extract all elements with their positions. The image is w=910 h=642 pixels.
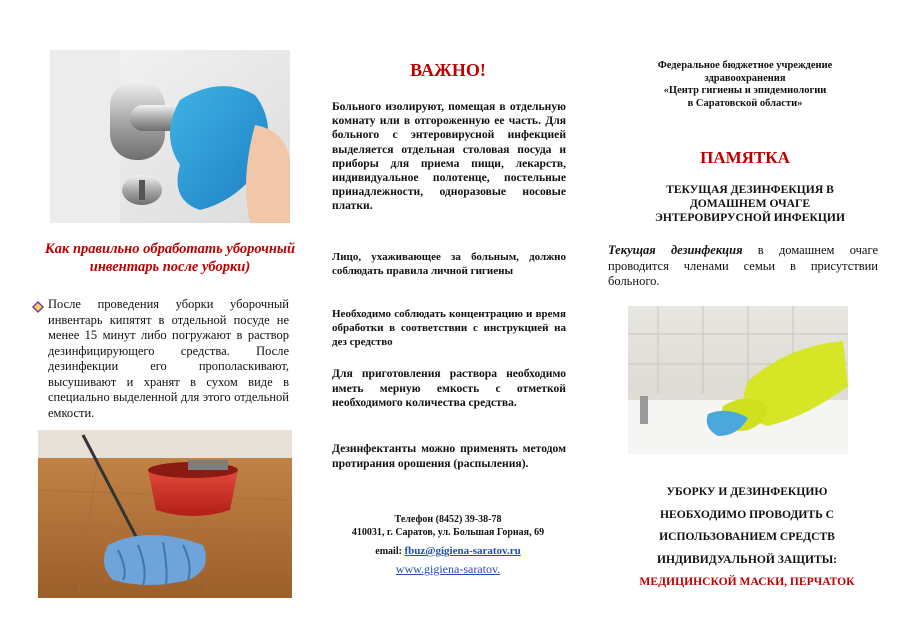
door-handle-cleaning-photo — [50, 50, 290, 223]
email-label: email: — [375, 546, 402, 557]
intro-text — [608, 243, 878, 290]
middle-paragraph-1: Больного изолируют, помещая в отдельную комнату или в отгороженную ее часть. Для больного с энтеровирусной инфекцией выделяется отдельная столовая посуда и приборы для приема пищи, лекарств, индивидуальное полотенце, постельные принадлежности, одноразовые носовые платки. — [332, 100, 566, 213]
middle-paragraph-3: Необходимо соблюдать концентрацию и время обработки в соответствии с инструкцией на дез средство — [332, 308, 566, 348]
bullet-icon — [32, 300, 44, 312]
website-link[interactable]: www.gigiena-saratov. — [395, 562, 501, 576]
left-bullet-text: После проведения уборки уборочный инвентарь кипятят в отдельной посуде не менее 15 минут либо погружают в раствор дезинфицирующего средства. После дезинфекции его прополаскивают, высушивают и хранят в сухом виде в специально выделенной для этого отдельной емкости. — [48, 297, 289, 420]
org-line-2: здравоохранения — [704, 72, 786, 84]
bathtub-cleaning-photo — [628, 306, 848, 454]
subtitle-line-3: ЭНТЕРОВИРУСНОЙ ИНФЕКЦИИ — [655, 211, 845, 224]
intro-term: Текущая дезинфекция — [608, 243, 743, 257]
middle-paragraph-4: Для приготовления раствора необходимо иметь мерную емкость с отметкой необходимого количества средства. — [332, 367, 566, 410]
contact-address: 410031, г. Саратов, ул. Большая Горная, 69 — [351, 527, 545, 538]
org-line-1: Федеральное бюджетное учреждение — [657, 60, 833, 71]
email-link[interactable]: fbuz@gigiena-saratov.ru — [404, 545, 521, 557]
organization-name — [610, 60, 880, 110]
ppe-warning — [610, 481, 884, 594]
middle-paragraph-5: Дезинфектанты можно применять методом протирания орошения (распыления). — [332, 442, 566, 470]
important-heading: ВАЖНО! — [410, 60, 486, 80]
contact-email — [330, 545, 566, 557]
warn-line-1: УБОРКУ И ДЕЗИНФЕКЦИЮ — [666, 485, 828, 498]
warn-line-2: НЕОБХОДИМО ПРОВОДИТЬ С — [659, 507, 835, 521]
intro-rest: в домашнем очаге проводится членами семьи в присутствии больного. — [608, 243, 878, 288]
left-caption: Как правильно обработать уборочный инвентарь после уборки) — [44, 241, 296, 275]
contact-phone: Телефон (8452) 39-38-78 — [394, 514, 502, 525]
warn-line-4: ИНДИВИДУАЛЬНОЙ ЗАЩИТЫ: — [656, 552, 838, 566]
subtitle-line-1: ТЕКУЩАЯ ДЕЗИНФЕКЦИЯ В — [666, 183, 834, 196]
leaflet-subtitle — [610, 183, 890, 225]
mop-bucket-photo — [38, 430, 292, 598]
org-line-3: «Центр гигиены и эпидемиологии — [663, 85, 827, 96]
contact-website — [330, 562, 566, 577]
org-line-4: в Саратовской области» — [687, 97, 803, 109]
warn-line-3: ИСПОЛЬЗОВАНИЕМ СРЕДСТВ — [659, 530, 835, 543]
middle-paragraph-2: Лицо, ухаживающее за больным, должно соблюдать правила личной гигиены — [332, 251, 566, 277]
leaflet-title: ПАМЯТКА — [700, 148, 790, 167]
subtitle-line-2: ДОМАШНЕМ ОЧАГЕ — [689, 197, 811, 210]
warn-line-5: МЕДИЦИНСКОЙ МАСКИ, ПЕРЧАТОК — [639, 575, 855, 588]
